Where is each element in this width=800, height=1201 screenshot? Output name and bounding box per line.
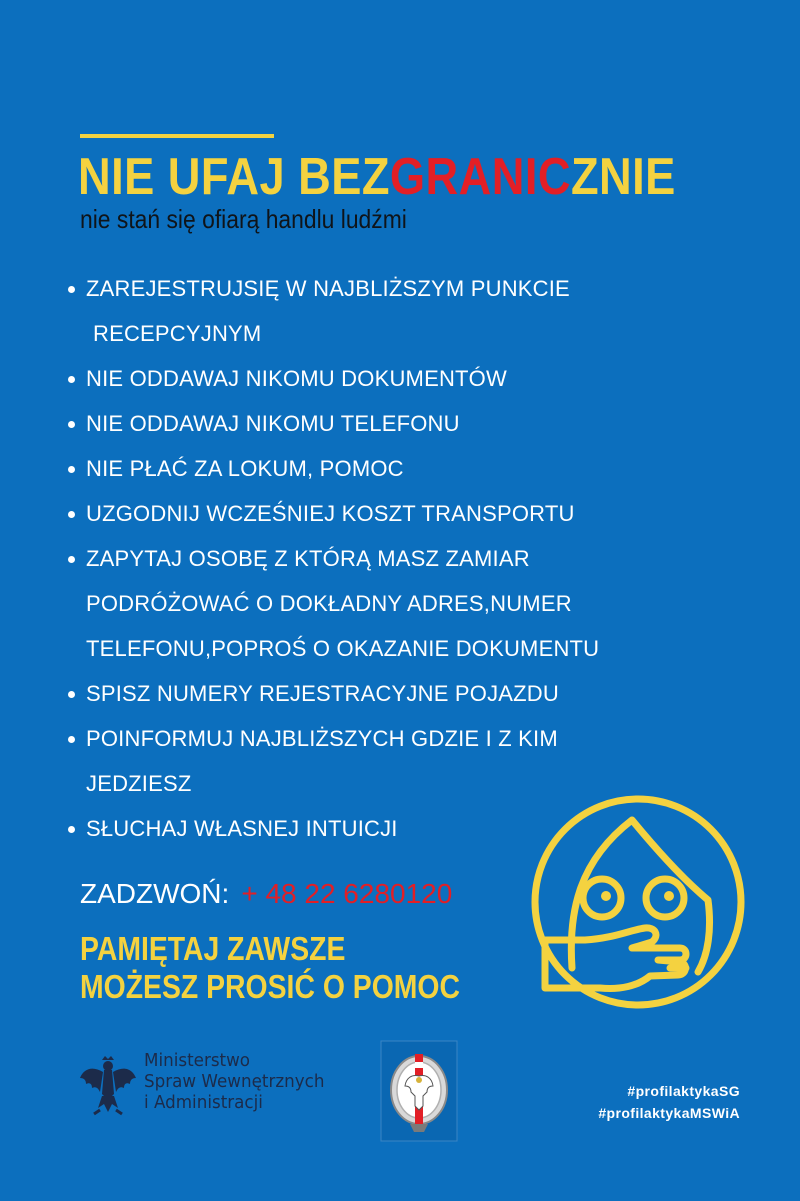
bullet-icon xyxy=(68,286,75,293)
tip-item xyxy=(64,401,704,446)
title-accent-rule xyxy=(80,134,274,138)
page-subtitle: nie stań się ofiarą handlu ludźmi xyxy=(80,204,407,234)
tip-item xyxy=(64,356,704,401)
tip-line: POINFORMUJ NAJBLIŻSZYCH GDZIE I Z KIM xyxy=(86,726,558,751)
tip-line: NIE ODDAWAJ NIKOMU TELEFONU xyxy=(86,411,460,436)
tip-line: ZAPYTAJ OSOBĘ Z KTÓRĄ MASZ ZAMIAR xyxy=(86,546,530,571)
bullet-icon xyxy=(68,511,75,518)
bullet-icon xyxy=(68,421,75,428)
bullet-icon xyxy=(68,826,75,833)
tips-list xyxy=(64,266,704,851)
polish-eagle-icon xyxy=(78,1054,138,1118)
bullet-icon xyxy=(68,556,75,563)
hashtag-sg[interactable]: #profilaktykaSG xyxy=(627,1083,740,1099)
tip-line: NIE PŁAĆ ZA LOKUM, POMOC xyxy=(86,456,404,481)
hashtags xyxy=(598,1080,740,1124)
tip-line: TELEFONU,POPROŚ O OKAZANIE DOKUMENTU xyxy=(86,636,600,661)
hashtag-mswia[interactable]: #profilaktykaMSWiA xyxy=(598,1105,740,1121)
call-line xyxy=(80,874,452,914)
reminder-line-1: PAMIĘTAJ ZAWSZE xyxy=(80,930,346,967)
tip-item xyxy=(64,671,704,716)
ministry-line-1: Ministerstwo xyxy=(144,1050,251,1071)
tip-item xyxy=(64,536,704,671)
tip-line: RECEPCYJNYM xyxy=(93,321,262,346)
bullet-icon xyxy=(68,376,75,383)
tip-line: SŁUCHAJ WŁASNEJ INTUICJI xyxy=(86,816,398,841)
ministry-line-3: i Administracji xyxy=(144,1092,263,1113)
bullet-icon xyxy=(68,466,75,473)
ministry-name xyxy=(144,1050,324,1113)
bullet-icon xyxy=(68,736,75,743)
shocked-face-hand-over-mouth-icon xyxy=(520,790,750,1015)
tip-line: NIE ODDAWAJ NIKOMU DOKUMENTÓW xyxy=(86,366,507,391)
reminder-line-2: MOŻESZ PROSIĆ O POMOC xyxy=(80,968,460,1005)
tip-item xyxy=(64,491,704,536)
tip-line: SPISZ NUMERY REJESTRACYJNE POJAZDU xyxy=(86,681,559,706)
tip-line: UZGODNIJ WCZEŚNIEJ KOSZT TRANSPORTU xyxy=(86,501,575,526)
ministry-line-2: Spraw Wewnętrznych xyxy=(144,1071,325,1092)
border-guard-emblem-icon xyxy=(380,1040,458,1142)
title-part-1: NIE UFAJ BEZ xyxy=(78,148,390,206)
tip-line: PODRÓŻOWAĆ O DOKŁADNY ADRES,NUMER xyxy=(86,591,572,616)
ministry-logo xyxy=(78,1050,368,1122)
title-part-2: ZNIE xyxy=(570,148,676,206)
tip-line: JEDZIESZ xyxy=(86,771,192,796)
tip-line: ZAREJESTRUJSIĘ W NAJBLIŻSZYM PUNKCIE xyxy=(86,276,570,301)
tip-item xyxy=(64,266,704,356)
title-red-part: GRANIC xyxy=(389,148,571,206)
tip-item xyxy=(64,446,704,491)
bullet-icon xyxy=(68,691,75,698)
call-label: ZADZWOŃ: xyxy=(80,878,230,909)
phone-number[interactable]: + 48 22 6280120 xyxy=(241,878,453,909)
reminder-text xyxy=(80,930,460,1006)
